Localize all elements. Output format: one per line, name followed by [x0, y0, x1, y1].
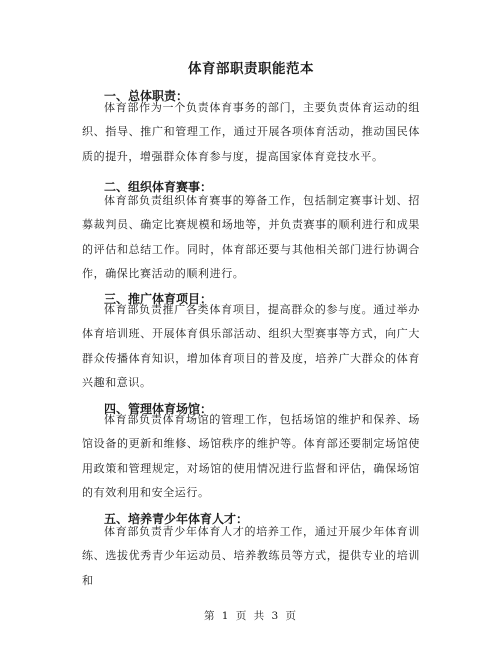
section-heading-promotion: 三、推广体育项目： [104, 292, 213, 306]
page-footer: 第 1 页 共 3 页 [203, 610, 299, 622]
section-text-overall: 体育部作为一个负责体育事务的部门，主要负责体育运动的组织、指导、推广和管理工作，通过开展各项体育活动，推动国民体质的提升，增强群众体育参与度，提高国家体育竞技水平。 [82, 101, 420, 163]
section-heading-overall: 一、总体职责： [104, 89, 189, 103]
section-text-venues: 体育部负责体育场馆的管理工作，包括场馆的维护和保养、场馆设备的更新和维修、场馆秩序的维护等。体育部还要制定场馆使用政策和管理规定，对场馆的使用情况进行监督和评估，确保场馆的有效利用和安全运行。 [82, 413, 420, 499]
section-heading-youth: 五、培养青少年体育人才： [104, 512, 249, 526]
section-heading-events: 二、组织体育赛事： [104, 180, 213, 194]
document-title: 体育部职责职能范本 [188, 61, 314, 77]
section-text-promotion: 体育部负责推广各类体育项目，提高群众的参与度。通过举办体育培训班、开展体育俱乐部活动、组织大型赛事等方式，向广大群众传播体育知识，增加体育项目的普及度，培养广大群众的体育兴趣和意识。 [82, 303, 420, 389]
section-text-events: 体育部负责组织体育赛事的筹备工作，包括制定赛事计划、招募裁判员、确定比赛规模和场地等，并负责赛事的顺利进行和成果的评估和总结工作。同时，体育部还要与其他相关部门进行协调合作，确保比赛活动的顺利进行。 [82, 194, 420, 280]
section-text-youth: 体育部负责青少年体育人才的培养工作，通过开展少年体育训练、选拔优秀青少年运动员、培养教练员等方式，提供专业的培训和 [82, 525, 420, 587]
section-heading-venues: 四、管理体育场馆： [104, 402, 213, 416]
